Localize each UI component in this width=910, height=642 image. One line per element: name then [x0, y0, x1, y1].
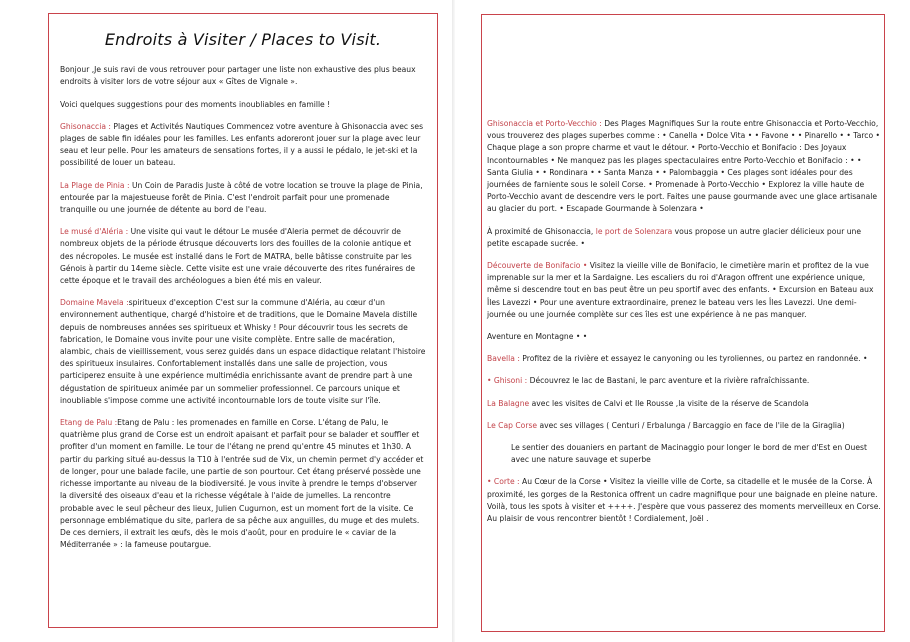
section-text: Une visite qui vaut le détour Le musée d'Aleria permet de découvrir de nombreux objets de la période étrusque découverts lors des fouilles de la colonie antique et des nécropoles. Le musée est installé dans le Fort de MATRA, belle bâtisse construite par les Génois à partir du 14eme siècle. Cette visite est une vraie découverte des rites funéraires de cette époque et le travail des archéologues a bien été mis en valeur.	[60, 227, 416, 286]
section-bavella	[487, 353, 883, 365]
section-text: avec ses villages ( Centuri / Erbalunga / Barcaggio en face de l'ile de la Giraglia)	[537, 420, 845, 430]
section-heading: Bavella :	[487, 354, 520, 364]
section-muse-aleria	[60, 226, 426, 287]
section-heading: Ghisonaccia et Porto-Vecchio :	[487, 119, 602, 128]
section-ghisonaccia-porto-vecchio	[487, 118, 883, 216]
section-text: Visitez la vieille ville de Bonifacio, le cimetière marin et profitez de la vue imprenable sur la mer et la Sardaigne. Les escaliers du roi d'Aragon offrent une expérience unique, même si descendre tout en bas peut être un peu sportif avec des enfants. • Excursion en Bateau aux Îles Lavezzi • Pour une aventure extraordinaire, prenez le bateau vers les Îles Lavezzi. Une demi-journée ou une journée complète sur ces îles est une expérience à ne pas manquer.	[487, 261, 874, 319]
right-page-content	[487, 118, 883, 535]
section-heading: le port de Solenzara	[595, 226, 673, 236]
section-plage-pinia	[60, 180, 426, 217]
page-title: Endroits à Visiter / Places to Visit.	[104, 30, 382, 49]
section-balagne	[487, 398, 883, 410]
section-text: Plages et Activités Nautiques Commencez votre aventure à Ghisonaccia avec ses plages de sable fin idéales pour les familles. Les enfants adoreront jouer sur la plage avec leur seau et leur pelle. Pour les amateurs de sensations fortes, il y a aussi le pédalo, le jet-ski et la possibilité de louer un bateau.	[60, 121, 424, 168]
section-heading: • Ghisoni :	[487, 376, 528, 386]
section-text: Profitez de la rivière et essayez le canyoning ou les tyroliennes, ou partez en randonnée. •	[519, 354, 868, 364]
section-heading: Domaine Mavela :	[60, 298, 129, 308]
intro-paragraph: Bonjour ,Je suis ravi de vous retrouver pour partager une liste non exhaustive des plus beaux endroits à visiter lors de votre séjour aux « Gîtes de Vignale ».	[60, 65, 416, 87]
section-text: Des Plages Magnifiques Sur la route entre Ghisonaccia et Porto-Vecchio, vous trouverez des plages superbes comme : • Canella • Dolce Vita • • Favone • • Pinarello • • Tarco • Chaque plage a son propre charme et vaut le détour. • Porto-Vecchio et Bonifacio : Des Joyaux Incontournables • Ne manquez pas les plages spectaculaires entre Porto-Vecchio et Bonifacio : • • Santa Giulia • • Rondinara • • Santa Manza • • Palombaggia • Ces plages sont idéales pour des journées de farniente sous le soleil Corse. • Promenade à Porto-Vecchio • Explorez la ville haute de Porto-Vecchio avant de descendre vers le port. Faites une pause gourmande avec une glace artisanale au glacier du port. • Escapade Gourmande à Solenzara •	[487, 119, 881, 214]
section-text: Au Cœur de la Corse • Visitez la vieille ville de Corte, sa citadelle et le musée de la Corse. À proximité, les gorges de la Restonica offrent un cadre magnifique pour une baignade en pleine nature. Voilà, tous les spots à visiter et ++++. J'espère que vous passerez des moments merveilleux en Corse. Au plaisir de vous rencontrer bientôt ! Cordialement, Joël .	[487, 477, 881, 524]
section-text: Etang de Palu : les promenades en famille en Corse. L'étang de Palu, le quatrième plus grand de Corse est un endroit apaisant et parfait pour se balader et souffler et profiter d'un moment en famille. Le tour de l'étang ne prend qu'entre 45 minutes et 1h30. A partir du parking situé au-dessus la T10 à l'entrée sud de Vix, un chemin permet d'y accéder et de longer, pour une balade facile, une partie de son pourtour. Cet étang préservé possède une richesse importante au niveau de la biodiversité. Je vous invite à prendre le temps d'observer la diversité des oiseaux d'eau et la richesse végétale à l'aide de jumelles. La rencontre probable avec le seul pêcheur des lieux, Julien Cugurnon, est un moment fort de la visite. Ce personnage emblématique du site, parlera de sa pêche aux anguilles, du muge et des mulets. De ces derniers, il extrait les œufs, dès le mois d'août, pour en produire le « caviar de la Méditerranée » : la fameuse poutargue.	[60, 418, 424, 550]
right-page	[455, 0, 910, 642]
section-text: spiritueux d'exception C'est sur la commune d'Aléria, au cœur d'un environnement authentique, chargé d'histoire et de traditions, que le Domaine Mavela distille depuis de nombreuses années ses spiritueux et Whisky ! Pour découvrir tous les secrets de fabrication, le Domaine vous invite pour une visite complète. Entre salle de macération, alambic, chais de vieillissement, vous serez guidés dans un espace didactique relatant l'histoire des spiritueux insulaires. Confortablement installés dans une salle de projection, vous participerez ensuite à une expérience multimédia enrichissante avant de prendre part à une dégustation de spiritueux animée par un sommelier professionnel. Ce parcours unique et inoubliable s'impose comme une activité incontournable lors de toute visite sur l'île.	[60, 298, 426, 405]
section-heading: Le musé d'Aléria :	[60, 227, 129, 237]
section-heading: Le Cap Corse	[487, 420, 538, 430]
section-text: Un Coin de Paradis Juste à côté de votre location se trouve la plage de Pinia, entourée par la majestueuse forêt de Pinia. C'est l'endroit parfait pour une promenade tranquille ou une journée de détente au bord de l'eau.	[60, 180, 423, 215]
section-heading: Ghisonaccia :	[60, 121, 111, 131]
section-text: avec les visites de Calvi et Ile Rousse ,la visite de la réserve de Scandola	[529, 398, 809, 408]
section-etang-palu	[60, 417, 426, 551]
section-domaine-mavela	[60, 297, 426, 407]
section-heading: Etang de Palu :	[60, 418, 118, 428]
section-text: Aventure en Montagne • •	[487, 332, 588, 342]
section-solenzara	[487, 226, 883, 250]
section-bonifacio	[487, 260, 883, 321]
section-text: Découvrez le lac de Bastani, le parc aventure et la rivière rafraîchissante.	[527, 376, 810, 386]
section-heading: Découverte de Bonifacio •	[487, 261, 588, 271]
section-sentier-douaniers	[487, 442, 883, 466]
section-heading: • Corte :	[487, 477, 520, 487]
section-ghisonaccia	[60, 121, 426, 170]
section-text: Le sentier des douaniers en partant de Macinaggio pour longer le bord de mer d'Est en Ouest avec une nature sauvage et superbe	[511, 443, 867, 465]
left-page-content	[60, 30, 426, 561]
section-heading: La Balagne	[487, 398, 530, 408]
suggestions-paragraph: Voici quelques suggestions pour des moments inoubliables en famille !	[60, 99, 331, 109]
section-pre: À proximité de Ghisonaccia,	[487, 226, 596, 236]
section-ghisoni	[487, 375, 883, 387]
section-corte	[487, 476, 883, 525]
section-heading: La Plage de Pinia :	[60, 180, 130, 190]
section-cap-corse	[487, 420, 883, 432]
section-aventure-montagne	[487, 331, 883, 343]
section-text: vous propose un autre glacier délicieux pour une petite escapade sucrée. •	[487, 226, 862, 248]
